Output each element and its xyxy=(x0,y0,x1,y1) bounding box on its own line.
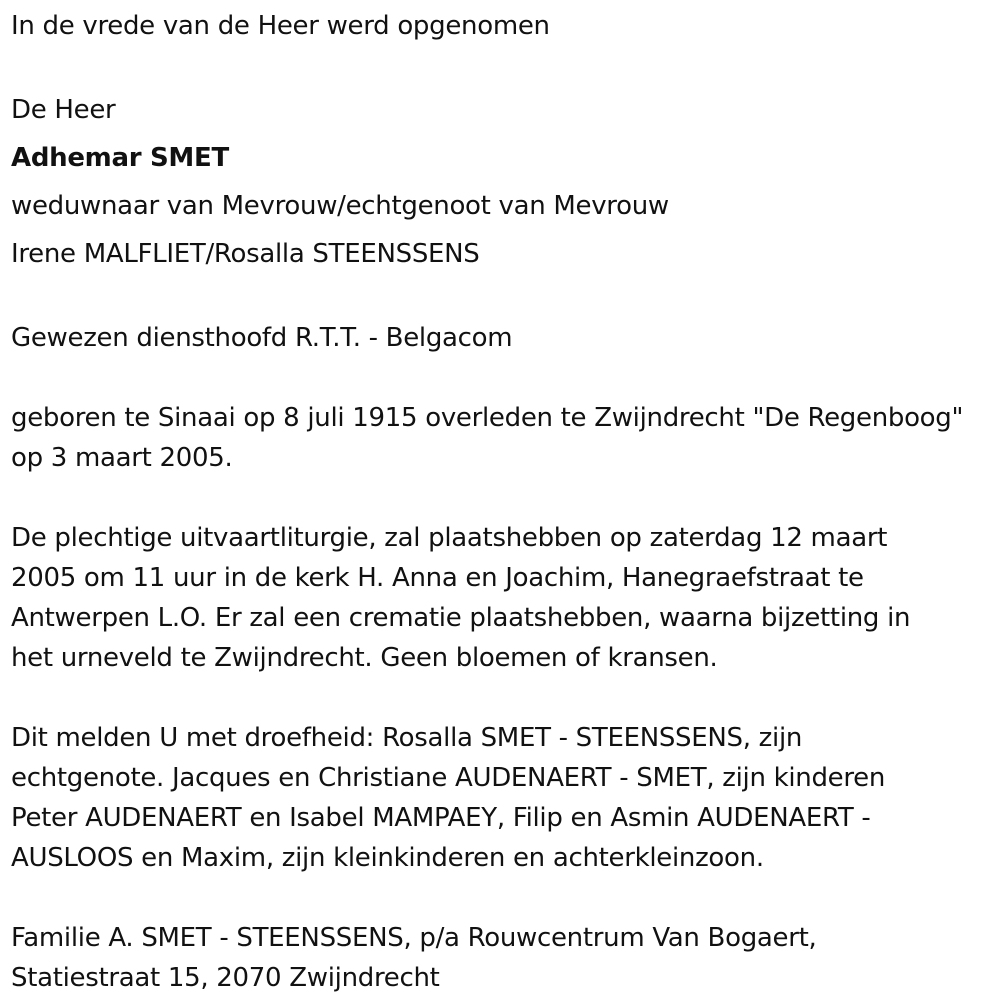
contact-paragraph xyxy=(11,918,996,998)
birth-death-line: geboren te Sinaai op 8 juli 1915 overleden te Zwijndrecht "De Regenboog" xyxy=(11,403,964,433)
contact-line: Statiestraat 15, 2070 Zwijndrecht xyxy=(11,963,440,993)
funeral-line: 2005 om 11 uur in de kerk H. Anna en Joachim, Hanegraefstraat te xyxy=(11,563,864,593)
spacer xyxy=(11,678,996,718)
birth-death-paragraph xyxy=(11,398,996,478)
spouses-line: Irene MALFLIET/Rosalla STEENSSENS xyxy=(11,239,480,269)
family-line: AUSLOOS en Maxim, zijn kleinkinderen en achterkleinzoon. xyxy=(11,843,764,873)
funeral-paragraph xyxy=(11,518,996,678)
obituary-notice xyxy=(11,6,996,998)
family-line: Dit melden U met droefheid: Rosalla SMET - STEENSSENS, zijn xyxy=(11,723,803,753)
spacer xyxy=(11,46,996,86)
family-line: Peter AUDENAERT en Isabel MAMPAEY, Filip en Asmin AUDENAERT - xyxy=(11,803,871,833)
funeral-line: De plechtige uitvaartliturgie, zal plaatshebben op zaterdag 12 maart xyxy=(11,523,888,553)
spacer xyxy=(11,278,996,318)
contact-line: Familie A. SMET - STEENSSENS, p/a Rouwcentrum Van Bogaert, xyxy=(11,923,817,953)
spacer xyxy=(11,478,996,518)
relation-line: weduwnaar van Mevrouw/echtgenoot van Mevrouw xyxy=(11,191,669,221)
spacer xyxy=(11,358,996,398)
intro-text: In de vrede van de Heer werd opgenomen xyxy=(11,11,550,41)
funeral-line: het urneveld te Zwijndrecht. Geen bloemen of kransen. xyxy=(11,643,718,673)
salutation: De Heer xyxy=(11,95,116,125)
deceased-name: Adhemar SMET xyxy=(11,143,229,173)
family-line: echtgenote. Jacques en Christiane AUDENAERT - SMET, zijn kinderen xyxy=(11,763,886,793)
occupation: Gewezen diensthoofd R.T.T. - Belgacom xyxy=(11,323,513,353)
birth-death-line: op 3 maart 2005. xyxy=(11,443,233,473)
spacer xyxy=(11,878,996,918)
funeral-line: Antwerpen L.O. Er zal een crematie plaatshebben, waarna bijzetting in xyxy=(11,603,911,633)
family-paragraph xyxy=(11,718,996,878)
